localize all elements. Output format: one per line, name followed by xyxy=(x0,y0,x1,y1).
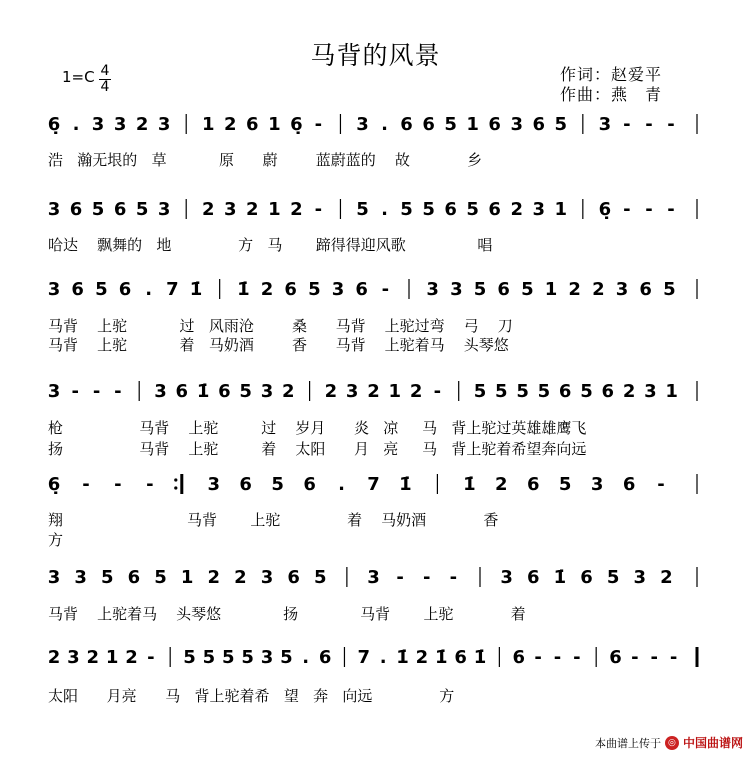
note: 2 xyxy=(125,647,138,668)
note: 6̣ xyxy=(47,474,61,495)
dash-note: - xyxy=(623,114,631,135)
note: 3 xyxy=(367,567,380,588)
note: 6 xyxy=(287,567,300,588)
dash-note: - xyxy=(92,381,101,402)
note: 1̇ xyxy=(399,474,412,495)
note: 1 xyxy=(388,381,402,402)
note: 6 xyxy=(246,114,259,135)
note: 1̇ xyxy=(237,279,250,300)
note: 7 xyxy=(357,647,371,668)
lyric-line-6: 马背 上驼着马 头琴悠 扬 马背 上驼 着 xyxy=(48,605,526,623)
lyric-line-5a: 翔 马背 上驼 着 马奶酒 香 xyxy=(48,511,499,529)
note: 6 xyxy=(580,567,593,588)
note: 3 xyxy=(500,567,513,588)
note: 2 xyxy=(592,279,605,300)
note: 1̇ xyxy=(473,647,487,668)
note: 3 xyxy=(260,381,274,402)
lyricist-credit: 作词：赵爱平 xyxy=(560,65,663,84)
note: 1̇ xyxy=(435,647,448,668)
note: 6 xyxy=(532,114,546,135)
note: 3 xyxy=(633,567,647,588)
note: 1 xyxy=(554,199,568,220)
note: 6 xyxy=(318,647,332,668)
dot-note: . xyxy=(381,114,388,135)
dash-note: - xyxy=(667,114,675,135)
dash-note: - xyxy=(82,474,90,495)
note: 5 xyxy=(537,381,551,402)
note: 3 xyxy=(260,647,274,668)
note: 3 xyxy=(47,567,61,588)
dash-note: - xyxy=(667,199,675,220)
note: 6 xyxy=(69,199,83,220)
note: 6 xyxy=(127,567,141,588)
note: 2 xyxy=(290,199,303,220)
note: 1 xyxy=(665,381,678,402)
note: 2 xyxy=(135,114,149,135)
lyric-line-3a: 马背 上驼 过 风雨沧 桑 马背 上驼过弯 弓 刀 xyxy=(48,317,513,335)
dash-note: - xyxy=(433,381,442,402)
note: 5 xyxy=(495,381,508,402)
note: 5 xyxy=(280,647,293,668)
note: 2 xyxy=(660,567,673,588)
dash-note: - xyxy=(623,199,631,220)
note: 2 xyxy=(201,199,215,220)
lyric-line-4b: 扬 马背 上驼 着 太阳 月 亮 马 背上驼着希望奔向远 xyxy=(48,440,587,458)
dash-note: - xyxy=(423,567,431,588)
note: 5 xyxy=(400,199,413,220)
note: 5 xyxy=(91,199,105,220)
note: 2 xyxy=(367,381,380,402)
note: 5 xyxy=(663,279,676,300)
note: 6 xyxy=(601,381,615,402)
dash-note: - xyxy=(71,381,80,402)
note: 6 xyxy=(400,114,413,135)
lyric-line-3b: 马背 上驼 着 马奶酒 香 马背 上驼着马 头琴悠 xyxy=(48,336,509,354)
note: 5 xyxy=(473,381,487,402)
note: 1 xyxy=(268,114,281,135)
note: 3 xyxy=(426,279,439,300)
key-signature: 1=C xyxy=(62,68,95,86)
note: 2 xyxy=(568,279,581,300)
note: 6 xyxy=(609,647,622,668)
note: 6 xyxy=(118,279,132,300)
note: 5 xyxy=(222,647,235,668)
note: 3 xyxy=(47,279,61,300)
note: 5 xyxy=(473,279,487,300)
note: 3 xyxy=(47,199,61,220)
dot-note: . xyxy=(381,199,388,220)
note: 6 xyxy=(488,114,501,135)
note: 6 xyxy=(239,474,252,495)
upload-text: 本曲谱上传于 xyxy=(594,736,661,750)
note: 6 xyxy=(284,279,297,300)
note: 5 xyxy=(580,381,593,402)
note: 1 xyxy=(466,114,479,135)
note: 2 xyxy=(324,381,338,402)
repeat-dot xyxy=(174,478,177,481)
dash-note: - xyxy=(553,647,562,668)
dash-note: - xyxy=(534,647,542,668)
site-brand: 中国曲谱网 xyxy=(682,736,743,750)
note: 1̇ xyxy=(553,567,567,588)
note: 5 xyxy=(154,567,167,588)
dot-note: . xyxy=(379,647,387,668)
note: 2 xyxy=(622,381,636,402)
note: 6̣ xyxy=(290,114,303,135)
dash-note: - xyxy=(657,474,665,495)
dash-note: - xyxy=(645,114,653,135)
note: 5 xyxy=(466,199,479,220)
note: 6 xyxy=(454,647,467,668)
lyric-line-1: 浩 瀚无垠的 草 原 蔚 蓝蔚蓝的 故 乡 xyxy=(48,151,483,169)
dot-note: . xyxy=(72,114,80,135)
dash-note: - xyxy=(314,114,323,135)
note: 6 xyxy=(526,474,540,495)
site-footer xyxy=(595,734,743,751)
note: 5 xyxy=(95,279,108,300)
note: 3 xyxy=(590,474,604,495)
note: 5 xyxy=(422,199,435,220)
note: 3 xyxy=(207,474,221,495)
dot-note: . xyxy=(338,474,345,495)
note: 7 xyxy=(166,279,179,300)
dash-note: - xyxy=(669,647,678,668)
note: 2 xyxy=(47,647,61,668)
note: 6̣ xyxy=(47,114,61,135)
composer-credit: 作曲：燕 青 xyxy=(560,85,663,104)
note: 5 xyxy=(239,381,252,402)
note: 6 xyxy=(218,381,231,402)
dash-note: - xyxy=(645,199,653,220)
note: 2 xyxy=(495,474,508,495)
note: 6 xyxy=(444,199,457,220)
note: 3 xyxy=(91,114,105,135)
note: 3 xyxy=(224,199,237,220)
note: 3 xyxy=(450,279,463,300)
note: 5 xyxy=(183,647,196,668)
note: 2 xyxy=(510,199,523,220)
note: 3 xyxy=(598,114,612,135)
globe-logo-icon: ◎ xyxy=(665,736,679,750)
note: 3 xyxy=(157,114,171,135)
note: 6 xyxy=(422,114,435,135)
note: 3 xyxy=(356,114,369,135)
note: 2 xyxy=(415,647,429,668)
note: 2 xyxy=(207,567,221,588)
note: 2 xyxy=(260,279,274,300)
note: 6̣ xyxy=(598,199,612,220)
dash-note: - xyxy=(114,381,122,402)
note: 5 xyxy=(135,199,149,220)
dash-note: - xyxy=(573,647,581,668)
note: 5 xyxy=(100,567,114,588)
note: 2 xyxy=(282,381,295,402)
dash-note: - xyxy=(147,647,155,668)
note: 3 xyxy=(644,381,657,402)
note: 6 xyxy=(113,199,127,220)
note: 2 xyxy=(234,567,247,588)
note: 5 xyxy=(558,474,572,495)
note: 3 xyxy=(74,567,87,588)
note: 3 xyxy=(615,279,629,300)
note: 3 xyxy=(113,114,127,135)
note: 6 xyxy=(71,279,84,300)
note: 7 xyxy=(367,474,380,495)
note: 1 xyxy=(268,199,281,220)
note: 6 xyxy=(512,647,525,668)
note: 5 xyxy=(606,567,620,588)
note: 5 xyxy=(202,647,216,668)
dot-note: . xyxy=(145,279,153,300)
note: 2 xyxy=(86,647,99,668)
note: 5 xyxy=(271,474,284,495)
note: 2 xyxy=(246,199,259,220)
note: 1 xyxy=(180,567,194,588)
note: 6 xyxy=(622,474,636,495)
note: 1 xyxy=(105,647,119,668)
note: 6 xyxy=(558,381,572,402)
note: 3 xyxy=(154,381,167,402)
dot-note: . xyxy=(302,647,310,668)
note: 3 xyxy=(345,381,359,402)
lyric-line-7: 太阳 月亮 马 背上驼着希 望 奔 向远 方 xyxy=(48,687,455,705)
note: 5 xyxy=(521,279,534,300)
lyric-line-5b: 方 xyxy=(48,531,64,549)
note: 1̇ xyxy=(463,474,476,495)
note: 3 xyxy=(260,567,274,588)
note: 1̇ xyxy=(189,279,203,300)
note: 6 xyxy=(175,381,189,402)
time-top: 4 xyxy=(100,63,110,79)
note: 5 xyxy=(516,381,529,402)
note: 5 xyxy=(356,199,369,220)
dash-note: - xyxy=(114,474,122,495)
note: 3 xyxy=(331,279,345,300)
dash-note: - xyxy=(314,199,323,220)
note: 2 xyxy=(224,114,237,135)
note: 2 xyxy=(409,381,423,402)
note: 1 xyxy=(201,114,215,135)
note: 3 xyxy=(510,114,523,135)
note: 1̇ xyxy=(196,381,210,402)
time-bottom: 4 xyxy=(100,79,110,95)
note: 6 xyxy=(639,279,652,300)
song-title: 马背的风景 xyxy=(310,41,441,70)
note: 3 xyxy=(532,199,546,220)
dash-note: - xyxy=(650,647,659,668)
dash-note: - xyxy=(449,567,458,588)
note: 1̇ xyxy=(396,647,409,668)
lyric-line-2: 哈达 飘舞的 地 方 马 蹄得得迎风歌 唱 xyxy=(48,236,493,254)
dash-note: - xyxy=(396,567,404,588)
note: 5 xyxy=(554,114,568,135)
dash-note: - xyxy=(381,279,390,300)
lyric-line-4a: 枪 马背 上驼 过 岁月 炎 凉 马 背上驼过英雄雄鹰飞 xyxy=(48,419,587,437)
note: 6 xyxy=(526,567,540,588)
repeat-dot xyxy=(174,486,177,489)
note: 6 xyxy=(497,279,510,300)
note: 5 xyxy=(313,567,327,588)
note: 3 xyxy=(47,381,61,402)
note: 3 xyxy=(67,647,80,668)
note: 5 xyxy=(444,114,457,135)
note: 3 xyxy=(157,199,171,220)
note: 6 xyxy=(488,199,501,220)
note: 5 xyxy=(308,279,321,300)
note: 6 xyxy=(355,279,368,300)
dash-note: - xyxy=(631,647,639,668)
dash-note: - xyxy=(146,474,154,495)
note: 1 xyxy=(544,279,558,300)
note: 6 xyxy=(303,474,316,495)
note: 5 xyxy=(241,647,254,668)
